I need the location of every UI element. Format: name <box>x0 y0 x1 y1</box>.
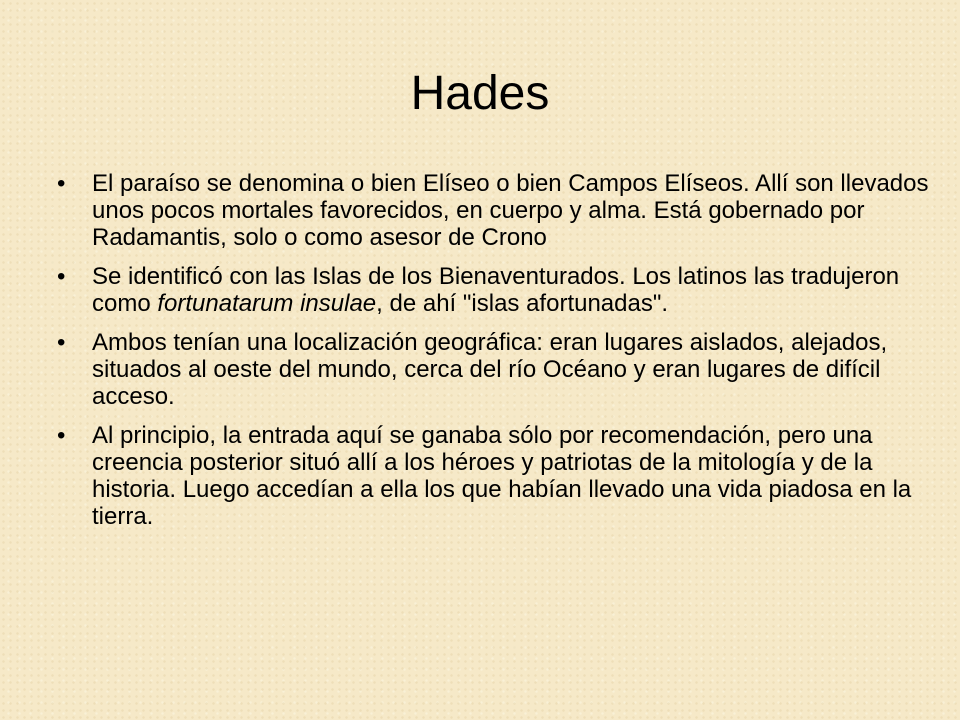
bullet-item <box>57 329 945 410</box>
bullet-text: Ambos tenían una localización geográfica: eran lugares aislados, alejados, situados al oeste del mundo, cerca del río Océano y eran lugares de difícil acceso. <box>92 329 888 410</box>
slide-title: Hades <box>410 67 550 120</box>
bullet-text-start: Se identificó con las Islas de los Bienaventurados. Los latinos las tradujeron como <box>92 263 900 317</box>
bullet-marker: • <box>57 329 66 356</box>
bullet-item <box>57 170 945 251</box>
bullet-text-end: , de ahí "islas afortunadas". <box>376 290 669 317</box>
bullet-text: Al principio, la entrada aquí se ganaba sólo por recomendación, pero una creencia posterior situó allí a los héroes y patriotas de la mitología y de la historia. Luego accedían a ella los que habían llevado una vida piadosa en la tierra. <box>92 422 912 530</box>
bullet-text-italic: fortunatarum insulae <box>157 290 377 317</box>
bullet-text <box>92 263 899 317</box>
bullet-marker: • <box>57 170 66 197</box>
bullet-item <box>57 422 945 530</box>
bullet-text: El paraíso se denomina o bien Elíseo o bien Campos Elíseos. Allí son llevados unos pocos mortales favorecidos, en cuerpo y alma. Está gobernado por Radamantis, solo o como asesor de Crono <box>92 170 929 251</box>
bullet-list <box>57 170 945 542</box>
bullet-marker: • <box>57 263 66 290</box>
bullet-item <box>57 263 945 317</box>
bullet-marker: • <box>57 422 66 449</box>
